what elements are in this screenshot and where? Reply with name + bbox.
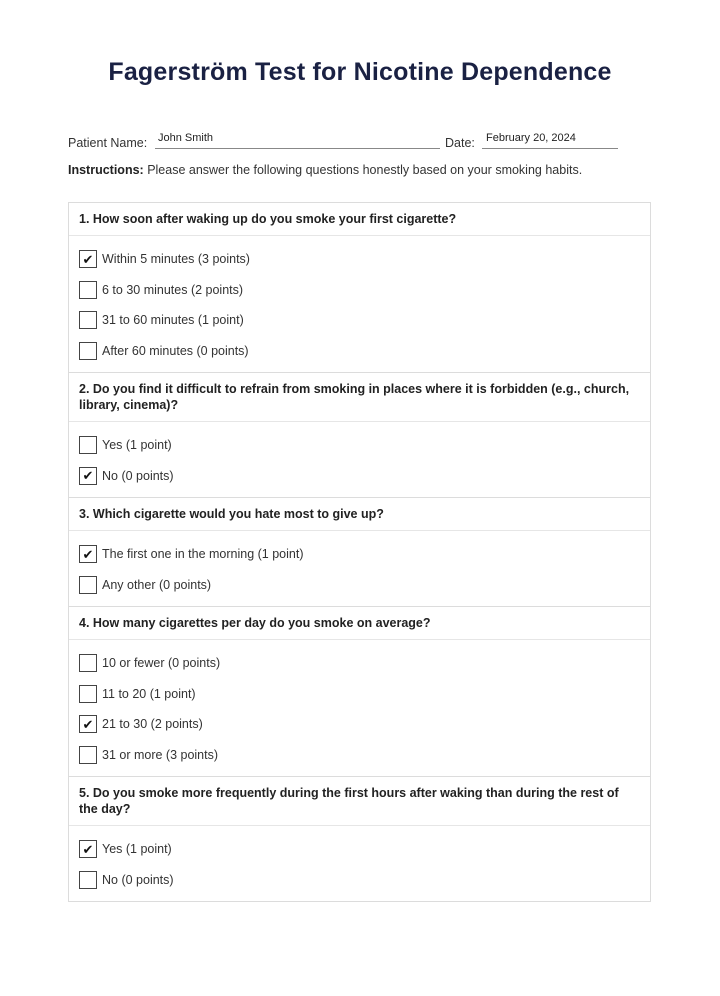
patient-name-underline: [155, 148, 440, 149]
patient-name-value[interactable]: John Smith: [158, 132, 214, 144]
questionnaire-form: [68, 202, 651, 902]
option-row[interactable]: [79, 834, 640, 865]
page-title: Fagerström Test for Nicotine Dependence: [108, 58, 612, 86]
checkbox[interactable]: [79, 746, 97, 764]
option-label: Yes (1 point): [102, 438, 172, 453]
option-row[interactable]: [79, 648, 640, 679]
checkbox-checked[interactable]: ✔: [79, 715, 97, 733]
option-row[interactable]: [79, 336, 640, 367]
patient-info-row: [68, 132, 628, 152]
checkbox[interactable]: [79, 685, 97, 703]
checkbox[interactable]: [79, 311, 97, 329]
option-row[interactable]: [79, 244, 640, 275]
question-text: 2. Do you find it difficult to refrain from smoking in places where it is forbidden (e.g., church, library, cinema)?: [69, 373, 650, 422]
option-label: 11 to 20 (1 point): [102, 686, 196, 701]
question-1: [69, 203, 650, 373]
option-label: After 60 minutes (0 points): [102, 343, 249, 358]
checkbox-checked[interactable]: ✔: [79, 545, 97, 563]
option-label: 31 to 60 minutes (1 point): [102, 313, 244, 328]
option-label: No (0 points): [102, 468, 174, 483]
option-row[interactable]: [79, 709, 640, 740]
checkbox[interactable]: [79, 281, 97, 299]
option-label: 21 to 30 (2 points): [102, 717, 203, 732]
question-options: [69, 236, 650, 373]
option-row[interactable]: [79, 570, 640, 601]
question-text: 4. How many cigarettes per day do you smoke on average?: [69, 607, 650, 640]
option-row[interactable]: [79, 461, 640, 492]
question-options: [69, 640, 650, 777]
question-options: [69, 826, 650, 901]
date-value[interactable]: February 20, 2024: [486, 132, 576, 144]
option-row[interactable]: [79, 679, 640, 710]
option-label: Yes (1 point): [102, 842, 172, 857]
option-row[interactable]: [79, 305, 640, 336]
option-row[interactable]: [79, 865, 640, 896]
instructions: [68, 163, 668, 177]
option-row[interactable]: [79, 539, 640, 570]
checkbox[interactable]: [79, 342, 97, 360]
patient-name-label: Patient Name:: [68, 136, 148, 150]
option-label: 31 or more (3 points): [102, 747, 219, 762]
question-2: [69, 373, 650, 498]
option-row[interactable]: [79, 275, 640, 306]
checkbox-checked[interactable]: ✔: [79, 250, 97, 268]
question-3: [69, 498, 650, 607]
question-4: [69, 607, 650, 777]
option-label: Any other (0 points): [102, 577, 212, 592]
question-text: 3. Which cigarette would you hate most to give up?: [69, 498, 650, 531]
checkbox[interactable]: [79, 576, 97, 594]
question-options: [69, 422, 650, 498]
checkbox-checked[interactable]: ✔: [79, 467, 97, 485]
question-5: [69, 777, 650, 901]
instructions-label: Instructions:: [68, 163, 144, 177]
date-underline: [482, 148, 618, 149]
option-label: No (0 points): [102, 872, 174, 887]
option-label: The first one in the morning (1 point): [102, 547, 304, 562]
checkbox[interactable]: [79, 436, 97, 454]
option-label: 6 to 30 minutes (2 points): [102, 282, 244, 297]
option-label: 10 or fewer (0 points): [102, 656, 221, 671]
question-text: 1. How soon after waking up do you smoke your first cigarette?: [69, 203, 650, 236]
question-options: [69, 531, 650, 607]
option-row[interactable]: [79, 430, 640, 461]
checkbox[interactable]: [79, 871, 97, 889]
option-label: Within 5 minutes (3 points): [102, 252, 250, 267]
checkbox-checked[interactable]: ✔: [79, 840, 97, 858]
date-label: Date:: [445, 136, 475, 150]
instructions-text: Please answer the following questions honestly based on your smoking habits.: [147, 163, 583, 177]
question-text: 5. Do you smoke more frequently during the first hours after waking than during the rest of the day?: [69, 777, 650, 826]
checkbox[interactable]: [79, 654, 97, 672]
option-row[interactable]: [79, 740, 640, 771]
